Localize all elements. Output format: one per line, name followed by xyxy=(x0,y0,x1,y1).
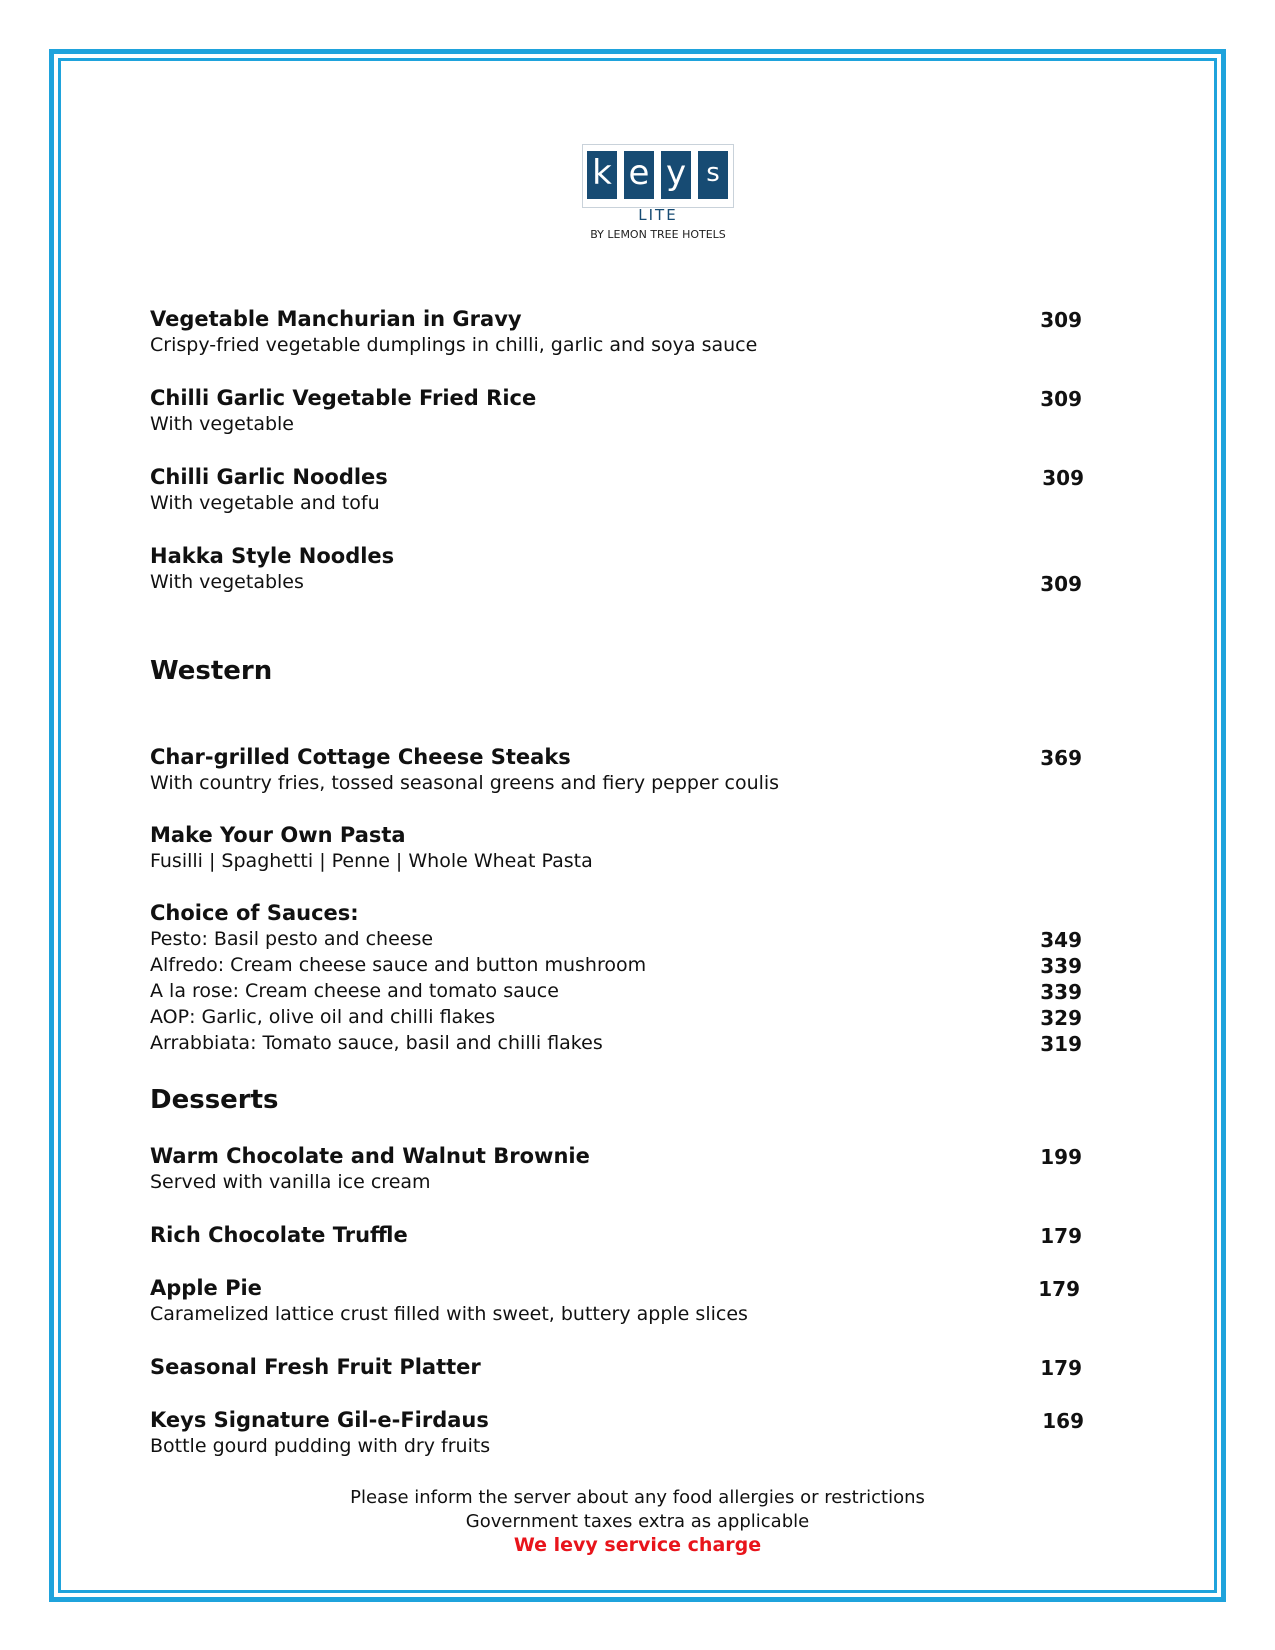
item-price: 309 xyxy=(1040,572,1082,596)
footer-allergy-note: Please inform the server about any food allergies or restrictions xyxy=(350,1487,925,1508)
sauce-price: 349 xyxy=(1040,928,1082,952)
item-name: Rich Chocolate Truffle xyxy=(150,1223,408,1247)
item-price: 169 xyxy=(1042,1409,1084,1433)
sauce-option: Alfredo: Cream cheese sauce and button mushroom xyxy=(150,954,647,976)
sauces-title: Choice of Sauces: xyxy=(150,901,359,925)
sauce-option: Arrabbiata: Tomato sauce, basil and chilli flakes xyxy=(150,1032,603,1054)
logo-letter-e: e xyxy=(624,151,654,199)
item-desc: With vegetable and tofu xyxy=(150,492,380,514)
logo-by: BY LEMON TREE HOTELS xyxy=(590,228,726,241)
logo-box xyxy=(582,144,734,208)
item-price: 179 xyxy=(1040,1224,1082,1248)
item-price: 309 xyxy=(1040,308,1082,332)
sauce-price: 339 xyxy=(1040,954,1082,978)
item-desc: Fusilli | Spaghetti | Penne | Whole Wheat Pasta xyxy=(150,850,593,872)
item-name: Hakka Style Noodles xyxy=(150,544,395,568)
sauce-option: A la rose: Cream cheese and tomato sauce xyxy=(150,980,559,1002)
item-name: Seasonal Fresh Fruit Platter xyxy=(150,1355,481,1379)
item-desc: With vegetable xyxy=(150,413,294,435)
item-name: Apple Pie xyxy=(150,1276,262,1300)
item-desc: Bottle gourd pudding with dry fruits xyxy=(150,1435,491,1457)
item-desc: Caramelized lattice crust filled with sweet, buttery apple slices xyxy=(150,1303,748,1325)
item-price: 199 xyxy=(1040,1145,1082,1169)
item-price: 309 xyxy=(1042,466,1084,490)
footer-tax-note: Government taxes extra as applicable xyxy=(465,1511,810,1532)
item-name: Keys Signature Gil-e-Firdaus xyxy=(150,1408,489,1432)
item-name: Vegetable Manchurian in Gravy xyxy=(150,307,522,331)
sauce-option: Pesto: Basil pesto and cheese xyxy=(150,928,434,950)
item-name: Chilli Garlic Vegetable Fried Rice xyxy=(150,386,537,410)
sauce-price: 319 xyxy=(1040,1032,1082,1056)
item-name: Char-grilled Cottage Cheese Steaks xyxy=(150,745,571,769)
item-price: 369 xyxy=(1040,746,1082,770)
brand-logo xyxy=(582,144,734,247)
footer-service-charge: We levy service charge xyxy=(513,1534,762,1556)
item-price: 309 xyxy=(1040,387,1082,411)
sauce-price: 339 xyxy=(1040,980,1082,1004)
sauce-option: AOP: Garlic, olive oil and chilli flakes xyxy=(150,1006,496,1028)
item-name: Make Your Own Pasta xyxy=(150,823,406,847)
item-name: Chilli Garlic Noodles xyxy=(150,465,388,489)
logo-sub: LITE xyxy=(638,206,678,224)
item-desc: With vegetables xyxy=(150,571,304,593)
section-heading-desserts: Desserts xyxy=(150,1085,279,1115)
sauce-price: 329 xyxy=(1040,1006,1082,1030)
item-price: 179 xyxy=(1038,1277,1080,1301)
item-desc: With country fries, tossed seasonal greens and fiery pepper coulis xyxy=(150,772,780,794)
item-desc: Crispy-fried vegetable dumplings in chilli, garlic and soya sauce xyxy=(150,334,758,356)
logo-letter-k: k xyxy=(587,151,617,199)
logo-letter-y: y xyxy=(661,151,691,199)
item-name: Warm Chocolate and Walnut Brownie xyxy=(150,1144,590,1168)
item-price: 179 xyxy=(1040,1356,1082,1380)
item-desc: Served with vanilla ice cream xyxy=(150,1171,431,1193)
section-heading-western: Western xyxy=(150,656,273,686)
logo-letter-s: s xyxy=(698,151,728,199)
